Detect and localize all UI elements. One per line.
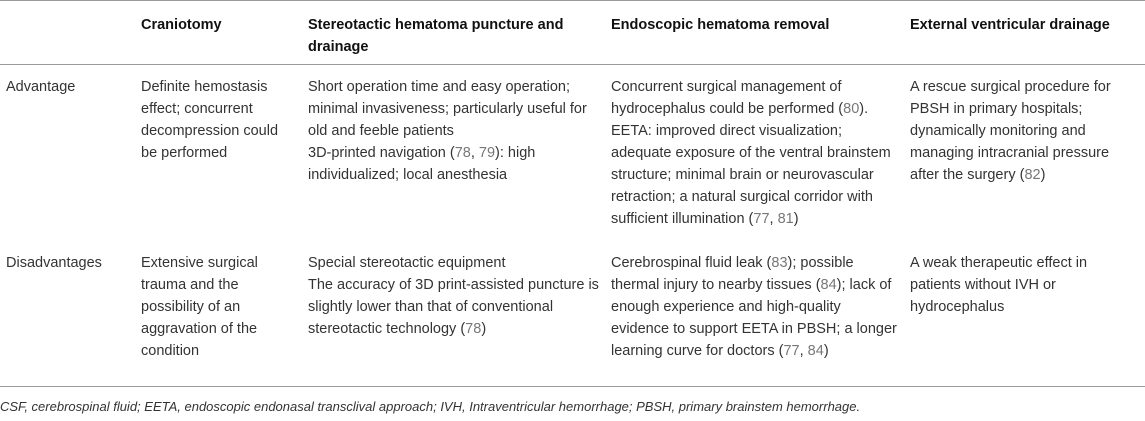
reference-link-79[interactable]: 79 [478, 145, 496, 161]
header-stereotactic: Stereotactic hematoma puncture and drainage [308, 17, 564, 55]
stereotactic-advantage-line1: Short operation time and easy operation; minimal invasiveness; particularly useful for old and feeble patients [308, 79, 587, 139]
cell-endoscopic-advantage [605, 64, 904, 240]
row-label-disadvantages: Disadvantages [6, 255, 102, 271]
stereotactic-advantage-line2-post: ): high individualized; local anesthesia [308, 145, 536, 183]
stereotactic-disadvantages-line2-post: ) [481, 321, 487, 337]
cell-evd-disadvantages: A weak therapeutic effect in patients without IVH or hydrocephalus [910, 255, 1088, 315]
stereotactic-disadvantages-line1: Special stereotactic equipment [308, 255, 506, 271]
cell-stereotactic-disadvantages [302, 240, 605, 382]
evd-advantage-post: ) [1040, 167, 1046, 183]
header-blank [0, 0, 135, 64]
endoscopic-disadvantages-mid2: ); lack of enough experience and high-quality evidence to support EETA in PBSH; a longer learning curve for doctors ( [611, 277, 897, 359]
row-label-advantage: Advantage [6, 79, 76, 95]
endoscopic-advantage-post: ) [793, 211, 799, 227]
stereotactic-disadvantages-line2-pre: The accuracy of 3D print-assisted puncture is slightly lower than that of conventional stereotactic technology ( [308, 277, 599, 337]
table-footnote: CSF, cerebrospinal fluid; EETA, endoscopic endonasal transclival approach; IVH, Intraventricular hemorrhage; PBSH, primary brainstem hemorrhage. [0, 399, 861, 414]
evd-advantage-pre: A rescue surgical procedure for PBSH in primary hospitals; dynamically monitoring and managing intracranial pressure after the surgery ( [910, 79, 1111, 183]
table-row-advantage [0, 64, 1145, 240]
header-craniotomy: Craniotomy [141, 17, 222, 33]
reference-separator: , [470, 145, 479, 161]
reference-separator: , [769, 211, 778, 227]
reference-link-78[interactable]: 78 [454, 145, 471, 161]
header-endoscopic: Endoscopic hematoma removal [611, 17, 830, 33]
reference-link-77[interactable]: 77 [783, 343, 800, 359]
cell-craniotomy-disadvantages: Extensive surgical trauma and the possibility of an aggravation of the condition [141, 255, 258, 359]
endoscopic-advantage-mid: ). EETA: improved direct visualization; adequate exposure of the ventral brainstem structure; minimal brain or neurovascular retraction; a natural surgical corridor with sufficient illumination ( [611, 101, 891, 227]
reference-separator: , [799, 343, 808, 359]
cell-endoscopic-disadvantages [605, 240, 904, 382]
reference-link-83[interactable]: 83 [771, 255, 788, 271]
cell-evd-advantage [904, 64, 1145, 240]
cell-craniotomy-advantage: Definite hemostasis effect; concurrent decompression could be performed [141, 79, 279, 161]
endoscopic-disadvantages-mid: ); possible thermal injury to nearby tissues ( [611, 255, 854, 293]
stereotactic-advantage-line2-pre: 3D-printed navigation ( [308, 145, 455, 161]
table-bottom-rule [0, 386, 1145, 387]
reference-link-84[interactable]: 84 [807, 343, 824, 359]
endoscopic-disadvantages-post: ) [823, 343, 829, 359]
endoscopic-advantage-pre: Concurrent surgical management of hydrocephalus could be performed ( [611, 79, 844, 117]
table-row-disadvantages [0, 240, 1145, 382]
reference-link-84[interactable]: 84 [820, 277, 837, 293]
cell-stereotactic-advantage [302, 64, 605, 240]
table-header-row [0, 0, 1145, 64]
reference-link-77[interactable]: 77 [753, 211, 770, 227]
reference-link-78[interactable]: 78 [465, 321, 482, 337]
endoscopic-disadvantages-pre: Cerebrospinal fluid leak ( [611, 255, 772, 271]
header-evd: External ventricular drainage [910, 17, 1110, 33]
reference-link-81[interactable]: 81 [777, 211, 794, 227]
reference-link-80[interactable]: 80 [843, 101, 860, 117]
reference-link-82[interactable]: 82 [1024, 167, 1041, 183]
